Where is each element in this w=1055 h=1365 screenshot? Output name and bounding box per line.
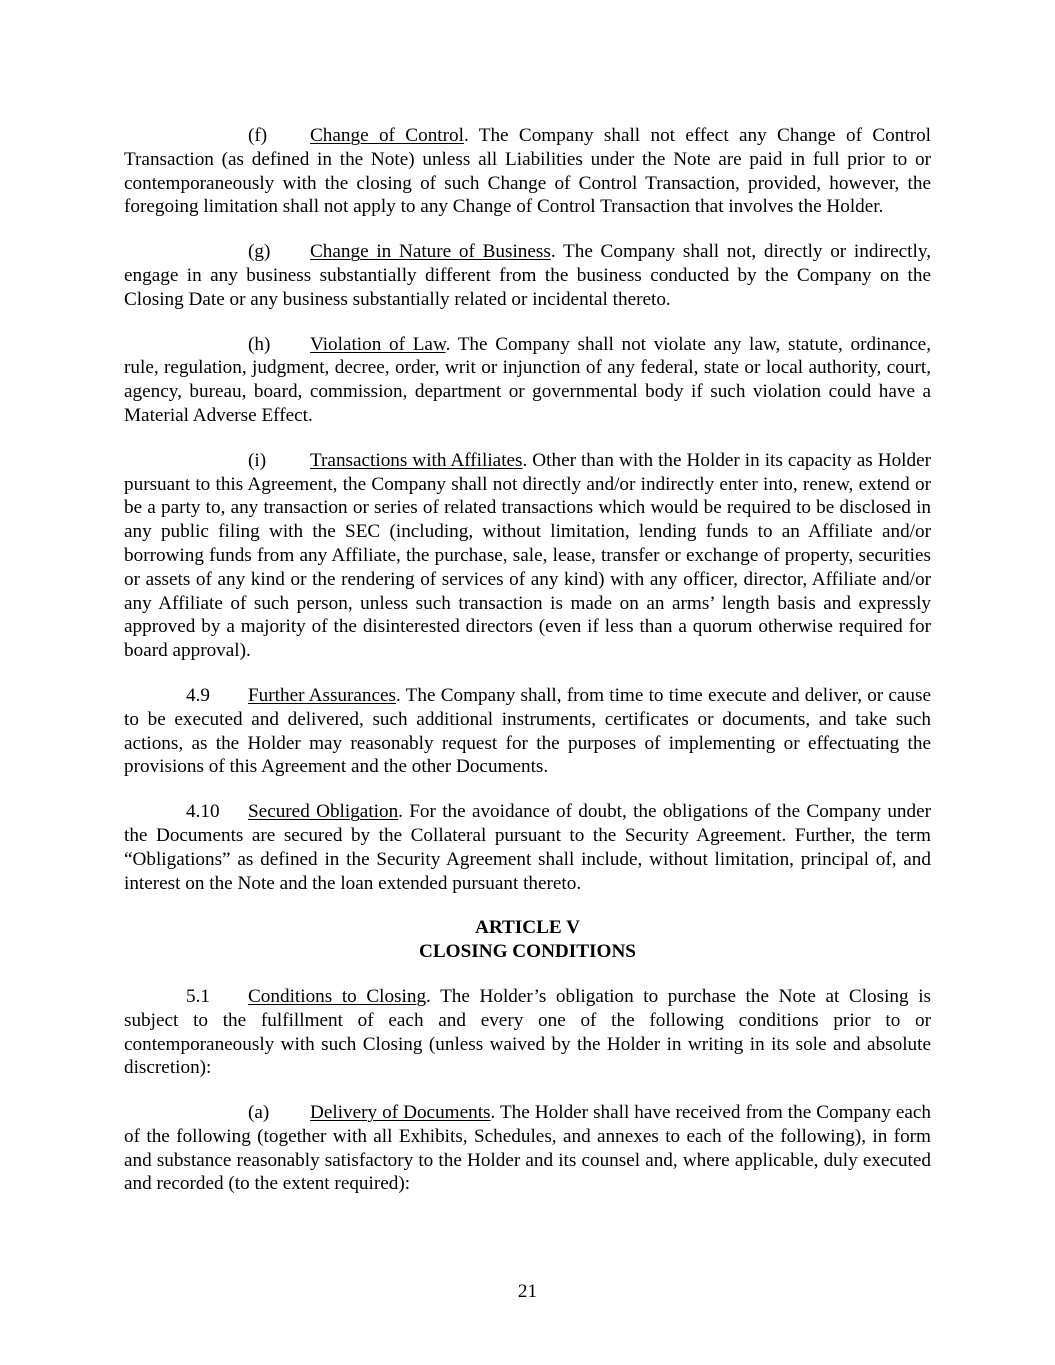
section-4-9 xyxy=(124,684,931,779)
paragraph-number: (a) xyxy=(248,1102,270,1124)
section-caption: Secured Obligation xyxy=(248,801,399,823)
section-number: 4.9 xyxy=(186,684,210,706)
paragraph-text: . The Company shall not, directly or indirectly, engage in any business substantially different from the business conducted by the Company on the Closing Date or any business substantially related or incidental thereto. xyxy=(124,241,931,310)
paragraph-caption: Delivery of Documents xyxy=(310,1102,491,1124)
page-number: 21 xyxy=(517,1281,538,1302)
section-caption: Conditions to Closing xyxy=(248,985,427,1007)
paragraph-number: (i) xyxy=(248,449,267,471)
article-title: CLOSING CONDITIONS xyxy=(419,941,636,963)
paragraph-f xyxy=(124,124,931,219)
paragraph-text: . The Company shall not violate any law, statute, ordinance, rule, regulation, judgment, decree, order, writ or injunction of any federal, state or local authority, court, agency, bureau, board, commission, department or governmental body if such violation could have a Material Adverse Effect. xyxy=(124,333,931,426)
article-number: ARTICLE V xyxy=(474,917,581,939)
paragraph-text: . Other than with the Holder in its capacity as Holder pursuant to this Agreement, the Company shall not directly and/or indirectly enter into, renew, extend or be a party to, any transaction or series of related transactions which would be required to be disclosed in any public filing with the SEC (including, without limitation, lending funds to an Affiliate and/or borrowing funds from any Affiliate, the purchase, sale, lease, transfer or exchange of property, securities or assets of any kind or the rendering of services of any kind) with any officer, director, Affiliate and/or any Affiliate of such person, unless such transaction is made on an arms’ length basis and expressly approved by a majority of the disinterested directors (even if less than a quorum otherwise required for board approval). xyxy=(124,449,931,662)
section-number: 4.10 xyxy=(186,801,220,823)
paragraph-number: (g) xyxy=(248,241,271,263)
section-text: . The Holder’s obligation to purchase the Note at Closing is subject to the fulfillment of each and every one of the following conditions prior to or contemporaneously with such Closing (unless waived by the Holder in writing in its sole and absolute discretion): xyxy=(124,985,932,1079)
section-number: 5.1 xyxy=(186,985,210,1007)
section-text: . The Company shall, from time to time execute and deliver, or cause to be executed and delivered, such additional instruments, certificates or documents, and take such actions, as the Holder may reasonably request for the purposes of implementing or effectuating the provisions of this Agreement and the other Documents. xyxy=(124,684,931,778)
paragraph-caption: Change in Nature of Business xyxy=(310,241,551,263)
paragraph-i xyxy=(124,449,931,663)
paragraph-caption: Violation of Law xyxy=(310,333,446,355)
paragraph-text: . The Company shall not effect any Change of Control Transaction (as defined in the Note) unless all Liabilities under the Note are paid in full prior to or contemporaneously with the closing of such Change of Control Transaction, provided, however, the foregoing limitation shall not apply to any Change of Control Transaction that involves the Holder. xyxy=(124,125,931,218)
article-heading xyxy=(124,916,931,964)
paragraph-a xyxy=(124,1101,931,1196)
section-caption: Further Assurances xyxy=(248,684,397,706)
paragraph-text: . The Holder shall have received from the Company each of the following (together with all Exhibits, Schedules, and annexes to each of the following), in form and substance reasonably satisfactory to the Holder and its counsel and, where applicable, duly executed and recorded (to the extent required): xyxy=(124,1102,931,1195)
section-4-10 xyxy=(124,800,931,895)
document-page xyxy=(124,124,931,1217)
paragraph-h xyxy=(124,333,931,428)
section-text: . For the avoidance of doubt, the obligations of the Company under the Documents are secured by the Collateral pursuant to the Security Agreement. Further, the term “Obligations” as defined in the Security Agreement shall include, without limitation, principal of, and interest on the Note and the loan extended pursuant thereto. xyxy=(124,801,932,894)
section-5-1 xyxy=(124,985,931,1080)
paragraph-number: (f) xyxy=(248,125,268,146)
paragraph-number: (h) xyxy=(248,333,271,355)
paragraph-g xyxy=(124,240,931,311)
paragraph-caption: Change of Control xyxy=(310,125,464,146)
paragraph-caption: Transactions with Affiliates xyxy=(310,449,523,471)
